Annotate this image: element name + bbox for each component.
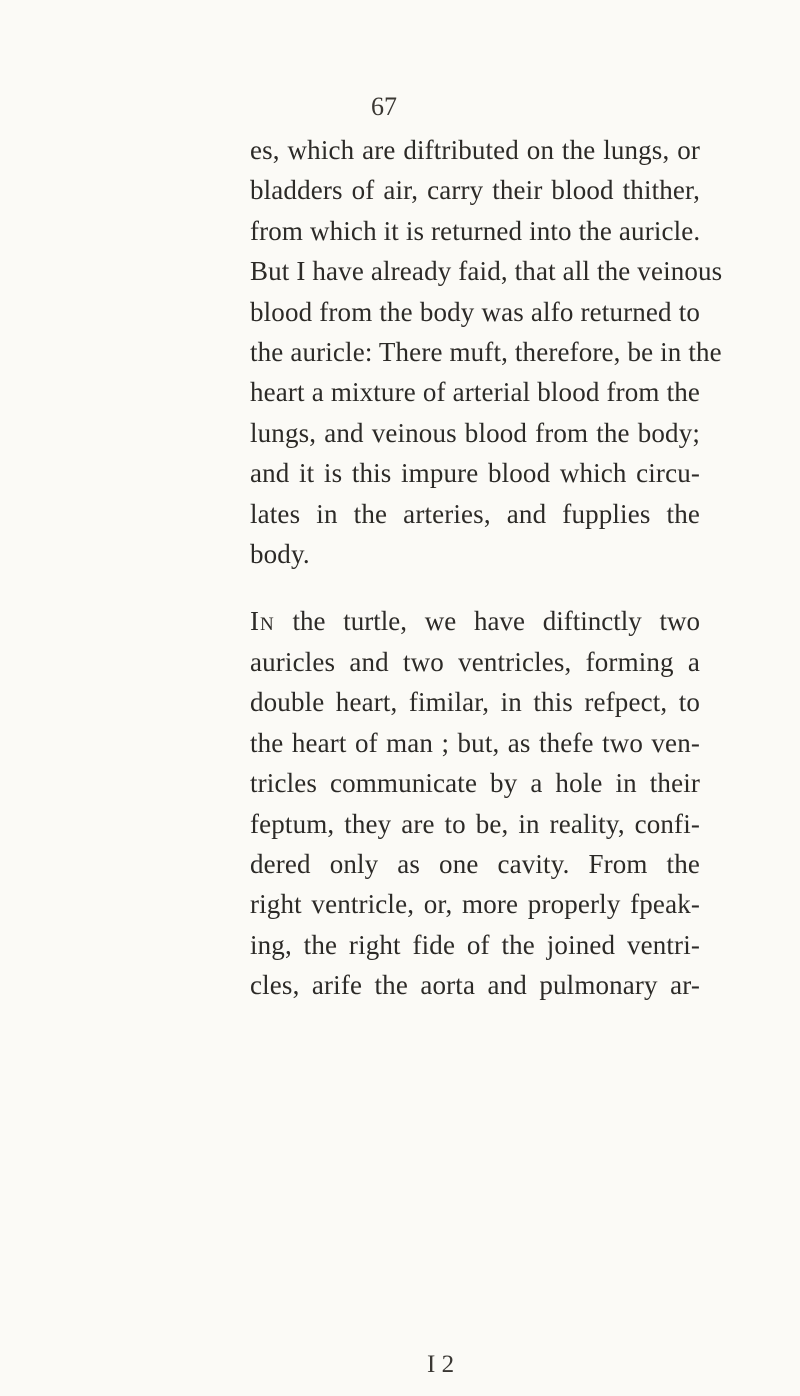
text-line: body. (250, 539, 310, 570)
first-line-rest: the turtle, we have diftinctly two (274, 606, 700, 637)
text-line: ing, the right fide of the joined ventri- (250, 929, 700, 960)
text-line: tricles communicate by a hole in their (250, 768, 700, 799)
text-line: right ventricle, or, more properly fpeak- (250, 889, 700, 920)
text-line: the heart of man ; but, as thefe two ven- (250, 727, 700, 758)
text-line: auricles and two ventricles, forming a (250, 646, 700, 677)
text-line: and it is this impure blood which circu- (250, 458, 700, 489)
text-line: the auricle: There muft, therefore, be in the (250, 337, 722, 368)
text-line: double heart, fimilar, in this refpect, to (250, 687, 700, 718)
text-line: dered only as one cavity. From the (250, 848, 700, 879)
body-text (250, 130, 723, 1006)
text-line: es, which are diftributed on the lungs, or (250, 135, 700, 165)
paragraph-1 (250, 130, 723, 574)
page-number: 67 (371, 92, 397, 121)
paragraph-spacer (250, 574, 700, 601)
text-line: feptum, they are to be, in reality, confi- (250, 808, 700, 839)
text-line: from which it is returned into the auricle. (250, 215, 701, 246)
paragraph-lead-word: In (250, 606, 275, 637)
text-line (250, 601, 700, 641)
text-line: lungs, and veinous blood from the body; (250, 417, 700, 448)
text-line: But I have already faid, that all the veinous (250, 256, 723, 287)
text-line: bladders of air, carry their blood thither, (250, 175, 700, 206)
text-line: heart a mixture of arterial blood from the (250, 377, 700, 408)
text-line: cles, arife the aorta and pulmonary ar- (250, 970, 700, 1001)
signature-mark: I 2 (427, 1351, 455, 1378)
text-line: blood from the body was alfo returned to (250, 296, 700, 327)
text-line: lates in the arteries, and fupplies the (250, 498, 700, 529)
paragraph-2 (250, 601, 700, 1005)
